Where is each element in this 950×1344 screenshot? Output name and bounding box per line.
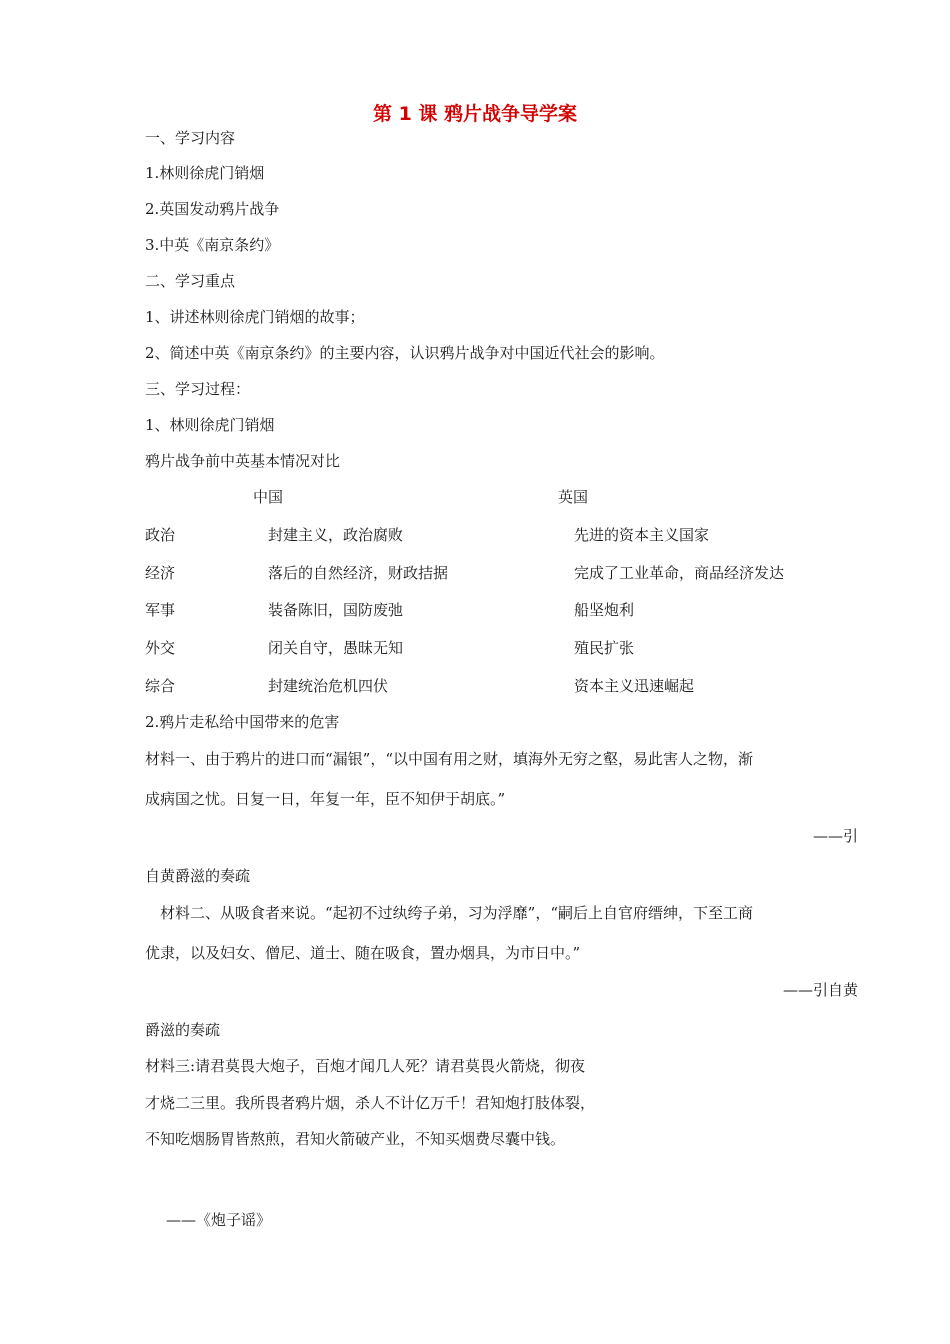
row-china-cell: 装备陈旧，国防废弛 <box>268 601 404 619</box>
content-item-1: 1.林则徐虎门销烟 <box>145 164 265 182</box>
lesson-title: 第 1 课 鸦片战争导学案 <box>372 103 578 125</box>
row-britain-cell: 殖民扩张 <box>574 639 635 657</box>
section-heading-focus: 二、学习重点 <box>145 272 236 290</box>
row-britain-cell: 资本主义迅速崛起 <box>574 677 695 695</box>
material-2-source-a: ——引自黄 <box>782 981 858 999</box>
focus-item-2: 2、简述中英《南京条约》的主要内容，认识鸦片战争对中国近代社会的影响。 <box>145 344 665 362</box>
material-2-source-b: 爵滋的奏疏 <box>145 1021 221 1039</box>
row-britain-cell: 先进的资本主义国家 <box>574 526 710 544</box>
section-heading-process: 三、学习过程： <box>145 380 251 398</box>
material-1-line-2: 成病国之忧。日复一日，年复一年，臣不知伊于胡底。” <box>145 790 506 808</box>
comparison-caption: 鸦片战争前中英基本情况对比 <box>145 452 341 470</box>
material-2-line-2: 优隶，以及妇女、僧尼、道士、随在吸食，置办烟具，为市日中。” <box>145 944 581 962</box>
material-2-line-1: 材料二、从吸食者来说。“起初不过纨绔子弟，习为浮靡”，“嗣后上自官府缙绅，下至工商 <box>160 904 754 922</box>
material-3-line-1: 材料三:请君莫畏大炮子，百炮才闻几人死？请君莫畏火箭烧，彻夜 <box>145 1057 586 1075</box>
row-britain-cell: 船坚炮利 <box>574 601 635 619</box>
material-3-source: ——《炮子谣》 <box>166 1211 272 1229</box>
row-label: 综合 <box>145 677 176 695</box>
content-item-3: 3.中英《南京条约》 <box>145 236 280 254</box>
focus-item-1: 1、讲述林则徐虎门销烟的故事； <box>145 308 365 326</box>
row-china-cell: 闭关自守，愚昧无知 <box>268 639 404 657</box>
material-1-source-a: ——引 <box>812 827 858 845</box>
row-label: 政治 <box>145 526 176 544</box>
material-1-source-b: 自黄爵滋的奏疏 <box>145 867 251 885</box>
row-china-cell: 封建主义，政治腐败 <box>268 526 404 544</box>
material-1-line-1: 材料一、由于鸦片的进口而“漏银”，“以中国有用之财，填海外无穷之壑，易此害人之物，渐 <box>145 750 754 768</box>
material-3-line-3: 不知吃烟肠胃皆熬煎，君知火箭破产业，不知买烟费尽囊中钱。 <box>145 1130 566 1148</box>
row-china-cell: 落后的自然经济，财政拮据 <box>268 564 449 582</box>
table-header-china: 中国 <box>253 488 284 506</box>
row-label: 外交 <box>145 639 176 657</box>
row-label: 经济 <box>145 564 176 582</box>
material-3-line-2: 才烧二三里。我所畏者鸦片烟，杀人不计亿万千！君知炮打肢体裂， <box>145 1094 596 1112</box>
row-china-cell: 封建统治危机四伏 <box>268 677 389 695</box>
section-heading-content: 一、学习内容 <box>145 129 236 147</box>
row-britain-cell: 完成了工业革命，商品经济发达 <box>574 564 785 582</box>
part2-heading: 2.鸦片走私给中国带来的危害 <box>145 713 340 731</box>
row-label: 军事 <box>145 601 176 619</box>
content-item-2: 2.英国发动鸦片战争 <box>145 200 280 218</box>
process-subheading-1: 1、林则徐虎门销烟 <box>145 416 275 434</box>
table-header-britain: 英国 <box>558 488 589 506</box>
